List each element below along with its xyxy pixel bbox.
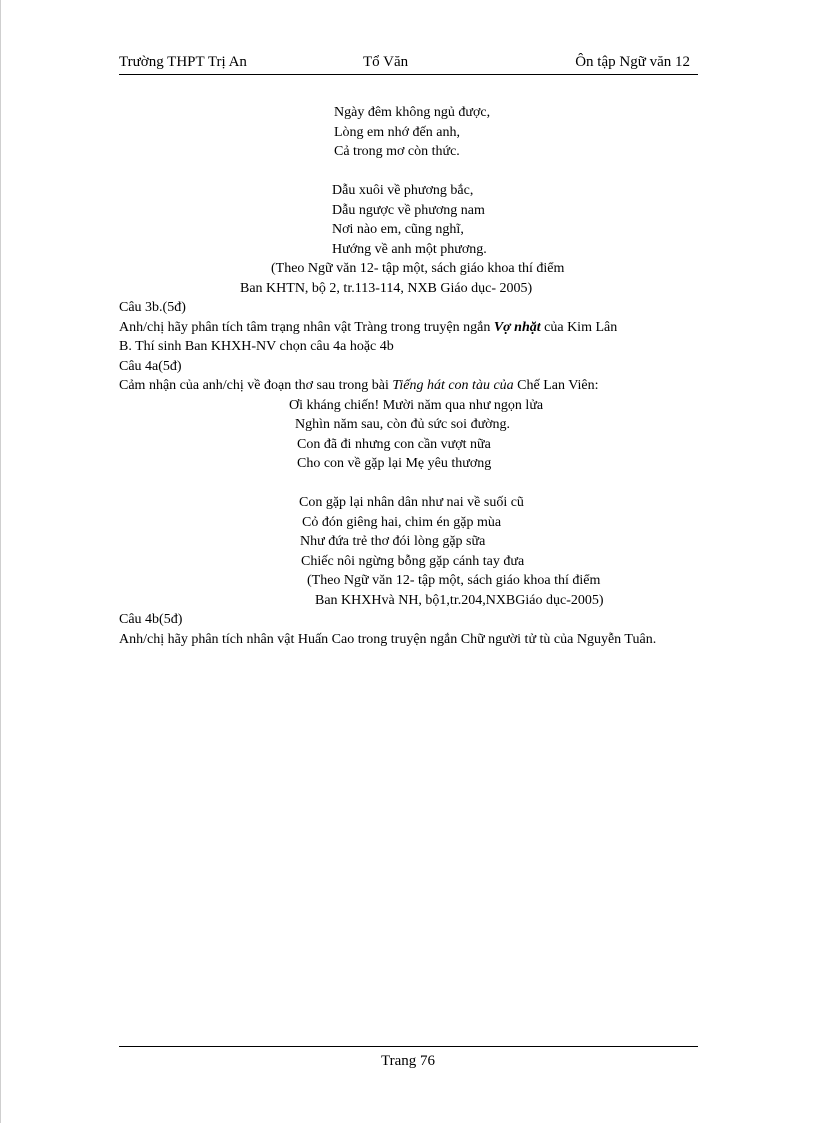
page-number: Trang 76 [380,1053,436,1069]
page-edge [0,0,1,1123]
poem-line: Con đã đi nhưng con cần vượt nữa [297,436,491,452]
poem2-stanza2 [119,493,694,571]
question-3b-prompt [119,318,694,338]
poem2-source-line1: (Theo Ngữ văn 12- tập một, sách giáo khoa thí điểm [307,573,601,588]
section-b-instruction: B. Thí sinh Ban KHXH-NV chọn câu 4a hoặc 4b [119,339,394,354]
poem-line: Cỏ đón giêng hai, chim én gặp mùa [302,514,502,530]
header-department: Tổ Văn [363,54,409,70]
prompt-text: của Kim Lân [540,319,618,335]
poem-line: Hướng về anh một phương. [332,241,487,257]
poem-line: Dẫu xuôi về phương bắc, [332,183,474,198]
poem2-stanza1 [119,396,694,474]
poem-line: Cả trong mơ còn thức. [334,144,460,159]
poem-line: Nghìn năm sau, còn đủ sức soi đường. [295,417,511,432]
question-3b-heading: Câu 3b.(5đ) [119,300,186,315]
work-title: Vợ nhặt [493,319,541,335]
prompt-text: Anh/chị hãy phân tích tâm trạng nhân vật Tràng trong truyện ngắn [119,319,494,335]
poem2-source-line2: Ban KHXHvà NH, bộ1,tr.204,NXBGiáo dục-2005) [315,592,604,608]
poem1-stanza2 [119,181,694,259]
question-4a-heading: Câu 4a(5đ) [119,358,182,374]
poem-line: Cho con về gặp lại Mẹ yêu thương [297,456,492,471]
page-content [119,103,694,649]
header-school: Trường THPT Trị An [119,54,247,70]
question-4b-heading: Câu 4b(5đ) [119,612,183,627]
poem1-source-line2: Ban KHTN, bộ 2, tr.113-114, NXB Giáo dục- 2005) [240,280,533,296]
header-subject: Ôn tập Ngữ văn 12 [575,54,690,70]
question-4b-prompt: Anh/chị hãy phân tích nhân vật Huấn Cao trong truyện ngắn Chữ người tử tù của Nguyễn Tuân. [119,631,657,647]
prompt-text: Chế Lan Viên: [513,378,599,393]
page-header [119,52,698,75]
poem-line: Dẫu ngược về phương nam [332,202,485,218]
poem-line: Lòng em nhớ đến anh, [334,124,460,140]
poem1-source-line1: (Theo Ngữ văn 12- tập một, sách giáo khoa thí điểm [271,261,565,276]
question-4a-prompt [119,376,694,396]
prompt-text: Cảm nhận của anh/chị về đoạn thơ sau trong bài [119,378,393,393]
footer-divider [119,1046,698,1047]
poem-line: Chiếc nôi ngừng bỗng gặp cánh tay đưa [301,553,525,569]
poem-line: Ơi kháng chiến! Mười năm qua như ngọn lửa [289,397,544,413]
work-title: Tiếng hát con tàu của [392,378,514,393]
poem-line: Ngày đêm không ngủ được, [334,105,491,120]
poem1-stanza1 [119,103,694,162]
poem-line: Như đứa trẻ thơ đói lòng gặp sữa [300,534,486,549]
poem-line: Con gặp lại nhân dân như nai về suối cũ [299,495,524,510]
poem-line: Nơi nào em, cũng nghĩ, [332,222,464,237]
